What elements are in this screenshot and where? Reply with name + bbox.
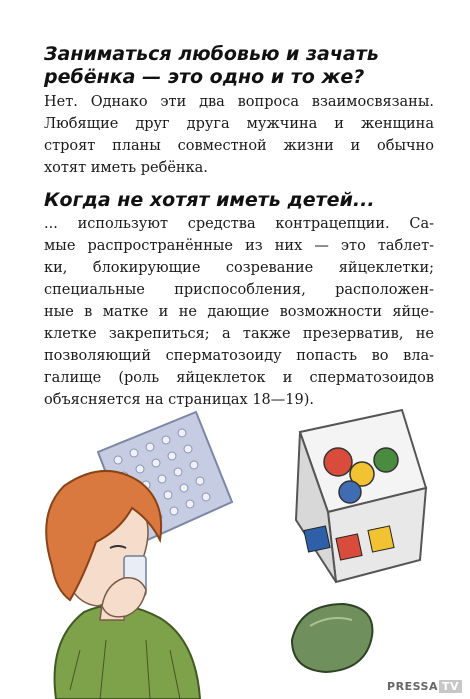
- watermark-brand: PRESSA: [387, 680, 438, 693]
- paragraph-line: хотят иметь ребёнка.: [44, 160, 208, 176]
- heading-line: Заниматься любовью и зачать: [44, 43, 379, 65]
- paragraph-line: галище (роль яйцеклеток и сперматозоидов: [44, 370, 434, 386]
- paragraph-line: позволяющий сперматозоиду попасть во вла-: [44, 348, 434, 364]
- paragraph-line: объясняется на страницах 18—19).: [44, 392, 314, 408]
- condom-box-illustration: [296, 410, 426, 582]
- paragraph-line: Нет. Однако эти два вопроса взаимосвязаны.: [44, 94, 434, 110]
- watermark-suffix: TV: [439, 680, 462, 693]
- heading-line: ребёнка — это одно и то же?: [44, 66, 365, 88]
- paragraph-line: Любящие друг друга мужчина и женщина: [44, 116, 434, 132]
- paragraph-line: клетке закрепиться; а также презерватив, не: [44, 326, 434, 342]
- paragraph-line: специальные приспособления, расположен-: [44, 282, 434, 298]
- paragraph-line: ные в матке и не дающие возможности яйце-: [44, 304, 434, 320]
- paragraph-line: ки, блокирующие созревание яйцеклетки;: [44, 260, 434, 276]
- condom-illustration: [292, 604, 372, 672]
- paragraph-line: ... используют средства контрацепции. Са-: [44, 216, 434, 232]
- paragraph-line: мые распространённые из них — это таблет-: [44, 238, 434, 254]
- heading-line: Когда не хотят иметь детей...: [44, 189, 375, 211]
- paragraph-line: строят планы совместной жизни и обычно: [44, 138, 434, 154]
- watermark-logo: [387, 680, 462, 693]
